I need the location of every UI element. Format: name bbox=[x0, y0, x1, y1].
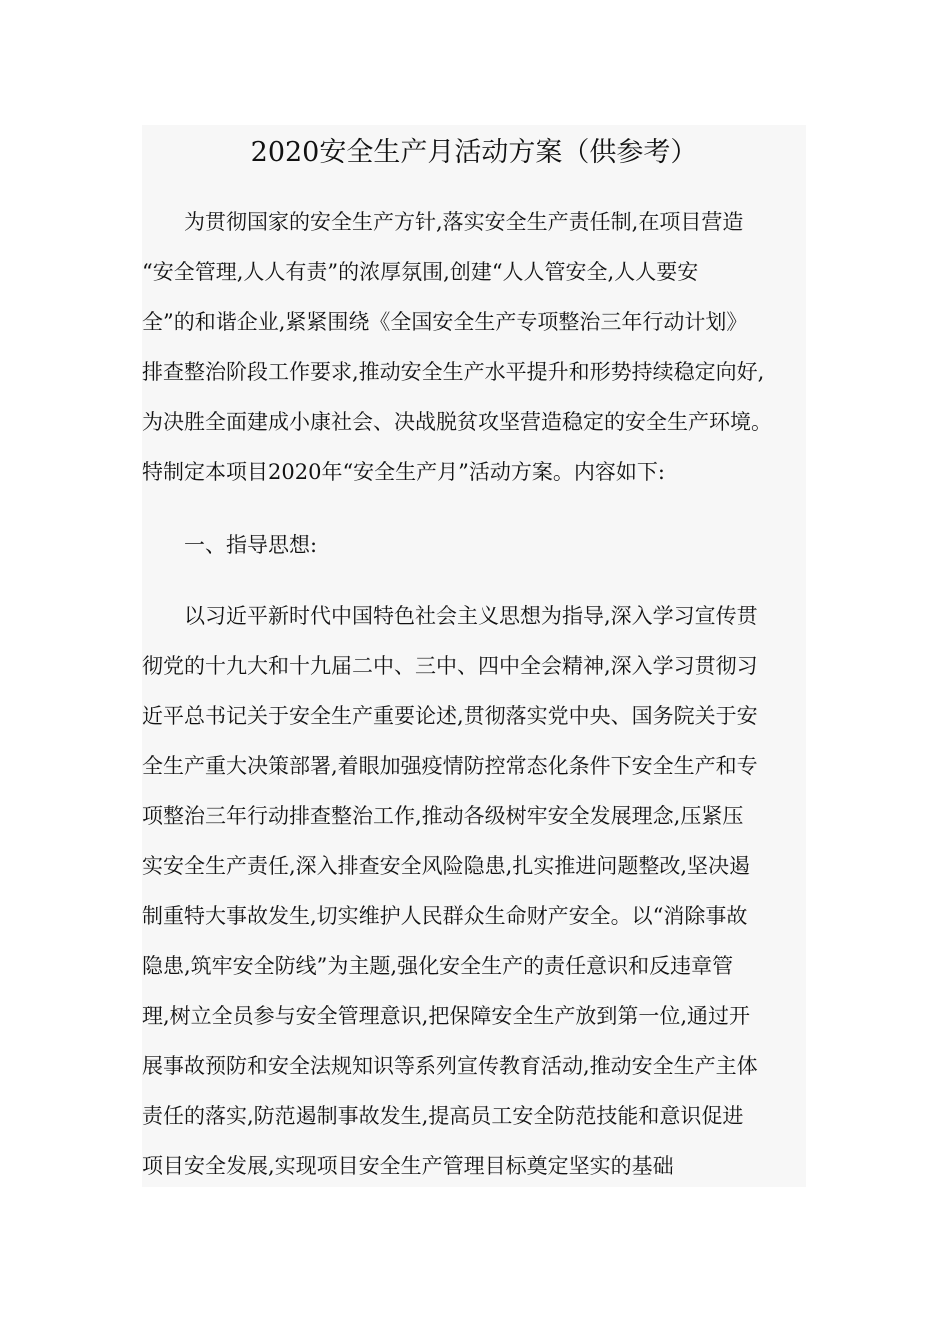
paragraph-2-line-12: 项目安全发展,实现项目安全生产管理目标奠定坚实的基础 bbox=[142, 1154, 674, 1178]
paragraph-2-line-4: 全生产重大决策部署,着眼加强疫情防控常态化条件下安全生产和专 bbox=[142, 754, 758, 778]
paragraph-1-line-6: 特制定本项目2020年“安全生产月”活动方案。内容如下: bbox=[142, 460, 665, 484]
paragraph-2-line-9: 理,树立全员参与安全管理意识,把保障安全生产放到第一位,通过开 bbox=[142, 1004, 751, 1028]
paragraph-2-line-11: 责任的落实,防范遏制事故发生,提高员工安全防范技能和意识促进 bbox=[142, 1104, 744, 1128]
paragraph-2-line-7: 制重特大事故发生,切实维护人民群众生命财产安全。以“消除事故 bbox=[142, 904, 748, 928]
section-1-heading: 一、指导思想: bbox=[142, 533, 318, 557]
paragraph-2-line-2: 彻党的十九大和十九届二中、三中、四中全会精神,深入学习贯彻习 bbox=[142, 654, 758, 678]
paragraph-2-line-1: 以习近平新时代中国特色社会主义思想为指导,深入学习宣传贯 bbox=[142, 604, 758, 628]
paragraph-1-line-4: 排查整治阶段工作要求,推动安全生产水平提升和形势持续稳定向好, bbox=[142, 360, 765, 384]
paragraph-2-line-10: 展事故预防和安全法规知识等系列宣传教育活动,推动安全生产主体 bbox=[142, 1054, 758, 1078]
paragraph-1-line-5: 为决胜全面建成小康社会、决战脱贫攻坚营造稳定的安全生产环境。 bbox=[142, 410, 772, 434]
paragraph-2-line-8: 隐患,筑牢安全防线”为主题,强化安全生产的责任意识和反违章管 bbox=[142, 954, 734, 978]
paragraph-2-line-5: 项整治三年行动排查整治工作,推动各级树牢安全发展理念,压紧压 bbox=[142, 804, 744, 828]
paragraph-1-line-3: 全”的和谐企业,紧紧围绕《全国安全生产专项整治三年行动计划》 bbox=[142, 310, 748, 334]
paragraph-1-line-2: “安全管理,人人有责”的浓厚氛围,创建“人人管安全,人人要安 bbox=[142, 260, 699, 284]
paragraph-2-line-3: 近平总书记关于安全生产重要论述,贯彻落实党中央、国务院关于安 bbox=[142, 704, 758, 728]
paragraph-1-line-1: 为贯彻国家的安全生产方针,落实安全生产责任制,在项目营造 bbox=[142, 210, 744, 234]
paragraph-2-line-6: 实安全生产责任,深入排查安全风险隐患,扎实推进问题整改,坚决遏 bbox=[142, 854, 751, 878]
document-title: 2020安全生产月活动方案（供参考） bbox=[250, 137, 698, 168]
